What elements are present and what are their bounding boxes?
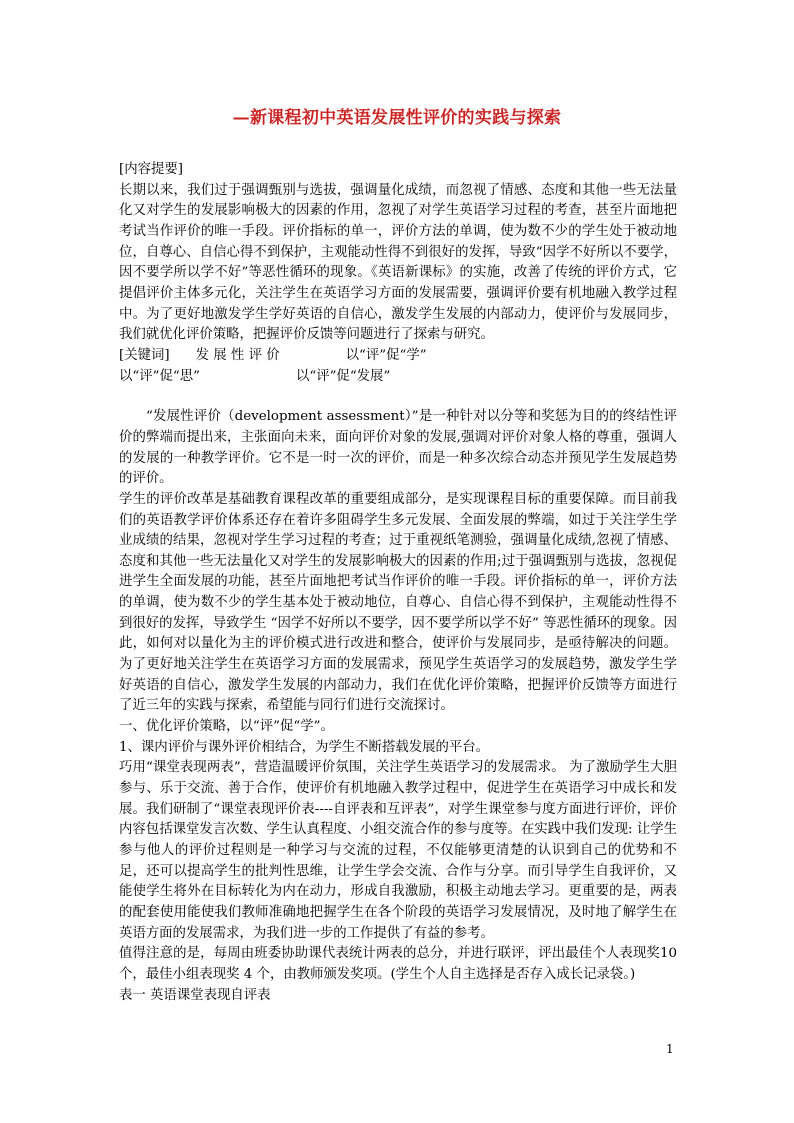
document-title: —新课程初中英语发展性评价的实践与探索 — [232, 108, 562, 128]
document-body — [119, 160, 677, 1006]
paragraph-1: “发展性评价（development assessment）”是一种针对以分等和奖惩为目的的终结性评价的弊端而提出来，主张面向未来，面向评价对象的发展,强调对评价对象人格的尊重，强调人的发展的一种教学评价。它不是一时一次的评价，而是一种多次综合动态并预见学生发展趋势的评价。 — [119, 409, 677, 487]
page-number: 1 — [666, 1042, 674, 1056]
paragraph-3: 巧用“课堂表现两表”，营造温暖评价氛围，关注学生英语学习的发展需求。 为了激励学生大胆参与、乐于交流、善于合作，使评价有机地融入教学过程中，促进学生在英语学习中成长和发展。我们研制了“课堂表现评价表----自评表和互评表”，对学生课堂参与度方面进行评价，评价内容包括课堂发言次数、学生认真程度、小组交流合作的参与度等。在实践中我们发现: 让学生参与他人的评价过程则是一种学习与交流的过程，不仅能够更清楚的认识到自己的优势和不足，还可以提高学生的批判性思维，让学生学会交流、合作与分享。而引导学生自我评价，又能使学生将外在目标转化为内在动力，形成自我激励，积极主动地去学习。更重要的是，两表的配套使用能使我们教师准确地把握学生在各个阶段的英语学习发展情况，及时地了解学生在英语方面的发展需求，为我们进一步的工作提供了有益的参考。 — [119, 760, 677, 941]
keywords-line-1 — [119, 346, 677, 367]
summary-label: [内容提要] — [119, 162, 184, 177]
keywords-label: [关键词] — [119, 347, 170, 363]
table-caption: 表一 英语课堂表现自评表 — [119, 987, 271, 1003]
subsection-heading-1: 1、课内评价与课外评价相结合，为学生不断搭载发展的平台。 — [119, 739, 490, 755]
summary-text: 长期以来，我们过于强调甄别与选拔，强调量化成绩，而忽视了情感、态度和其他一些无法量化又对学生的发展影响极大的因素的作用，忽视了对学生英语学习过程的考查，甚至片面地把考试当作评价的唯一手段。评价指标的单一，评价方法的单调，使为数不少的学生处于被动地位，自尊心、自信心得不到保护，主观能动性得不到很好的发挥，导致“因学不好所以不要学，因不要学所以学不好”等恶性循环的现象。《英语新课标》的实施，改善了传统的评价方式，它提倡评价主体多元化，关注学生在英语学习方面的发展需要，强调评价要有机地融入教学过程中。为了更好地激发学生学好英语的自信心，激发学生发展的内部动力，使评价与发展同步，我们就优化评价策略，把握评价反馈等问题进行了探索与研究。 — [119, 182, 677, 343]
paragraph-4: 值得注意的是，每周由班委协助课代表统计两表的总分，并进行联评，评出最佳个人表现奖10个，最佳小组表现奖 4 个，由教师颁发奖项。(学生个人自主选择是否存入成长记录袋。) — [119, 946, 677, 982]
keywords-line-2 — [119, 367, 677, 388]
keyword-2: 以“评”促“学” — [345, 347, 427, 363]
paragraph-2: 学生的评价改革是基础教育课程改革的重要组成部分，是实现课程目标的重要保障。而目前我们的英语教学评价体系还存在着许多阻碍学生多元发展、全面发展的弊端，如过于关注学生学业成绩的结果，忽视对学生学习过程的考查；过于重视纸笔测验，强调量化成绩,忽视了情感、态度和其他一些无法量化又对学生的发展影响极大的因素的作用;过于强调甄别与选拔，忽视促进学生全面发展的功能，甚至片面地把考试当作评价的唯一手段。评价指标的单一，评价方法的单调，使为数不少的学生基本处于被动地位，自尊心、自信心得不到保护，主观能动性得不到很好的发挥，导致学生 “因学不好所以不要学，因不要学所以学不好” 等恶性循环的现象。因此，如何对以量化为主的评价模式进行改进和整合，使评价与发展同步，是亟待解决的问题。为了更好地关注学生在英语学习方面的发展需求，预见学生英语学习的发展趋势，激发学生学好英语的自信心，激发学生发展的内部动力，我们在优化评价策略，把握评价反馈等方面进行了近三年的实践与探索，希望能与同行们进行交流探讨。 — [119, 491, 677, 714]
section-heading-1: 一、优化评价策略，以“评”促“学”。 — [119, 719, 334, 735]
keyword-1: 发 展 性 评 价 — [195, 347, 280, 363]
keyword-4: 以“评”促“发展” — [295, 368, 391, 384]
keyword-3: 以“评”促“思” — [119, 368, 200, 384]
